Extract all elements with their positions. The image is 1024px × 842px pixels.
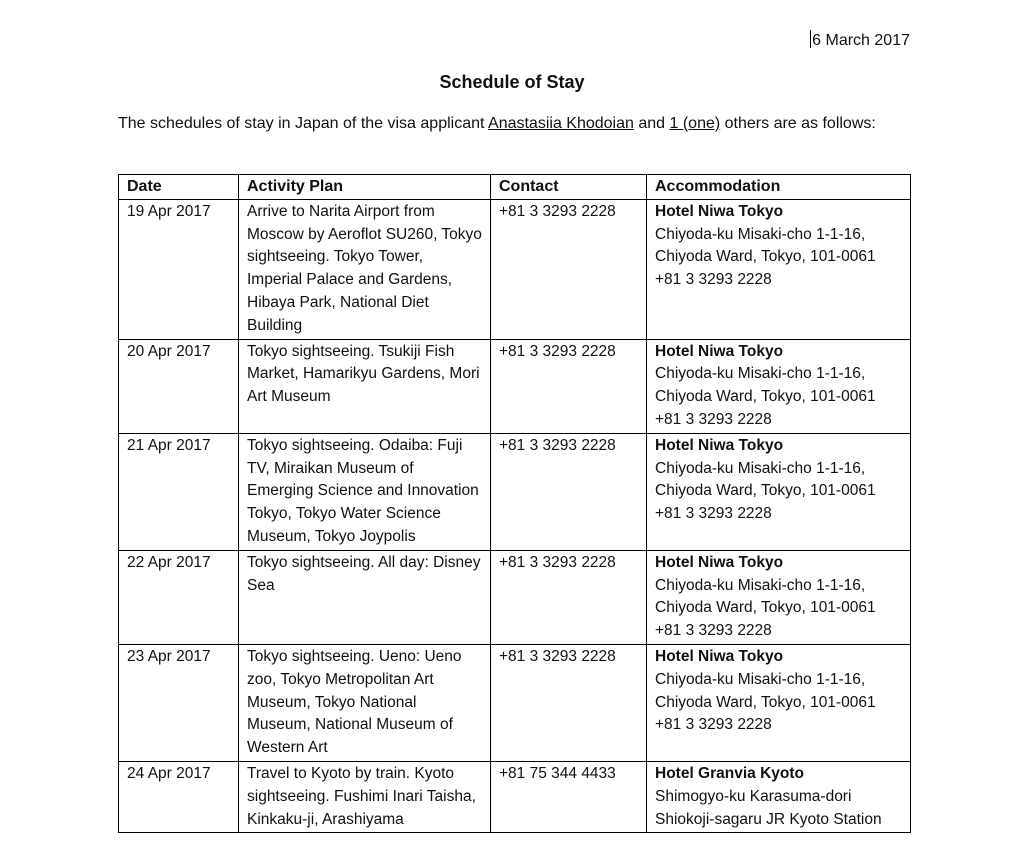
activity-cell: Tokyo sightseeing. Ueno: Ueno zoo, Tokyo Metropolitan Art Museum, Tokyo National Museum, National Museum of Western Art — [239, 644, 491, 761]
document-date-text: 6 March 2017 — [812, 32, 910, 49]
hotel-name: Hotel Niwa Tokyo — [655, 553, 784, 571]
accommodation-cell — [647, 761, 911, 832]
intro-text-middle: and — [633, 115, 670, 132]
hotel-name: Hotel Niwa Tokyo — [655, 436, 784, 454]
accommodation-cell — [647, 550, 911, 644]
contact-cell: +81 3 3293 2228 — [491, 199, 647, 339]
activity-cell: Travel to Kyoto by train. Kyoto sightseeing. Fushimi Inari Taisha, Kinkaku-ji, Arashiyama — [239, 761, 491, 832]
table-row — [119, 761, 911, 832]
applicant-name: Anastasiia Khodoian — [488, 115, 634, 132]
accommodation-cell — [647, 644, 911, 761]
hotel-phone: +81 3 3293 2228 — [655, 505, 772, 523]
hotel-address-line-1: Chiyoda-ku Misaki-cho 1-1-16, — [655, 225, 866, 243]
hotel-address-line-1: Chiyoda-ku Misaki-cho 1-1-16, — [655, 365, 866, 383]
column-header-activity: Activity Plan — [239, 175, 491, 200]
hotel-address-line-1: Chiyoda-ku Misaki-cho 1-1-16, — [655, 459, 866, 477]
contact-cell: +81 3 3293 2228 — [491, 550, 647, 644]
date-cell: 22 Apr 2017 — [119, 550, 239, 644]
hotel-name: Hotel Niwa Tokyo — [655, 647, 784, 665]
hotel-address-line-2: Chiyoda Ward, Tokyo, 101-0061 — [655, 482, 876, 500]
hotel-name: Hotel Niwa Tokyo — [655, 202, 784, 220]
hotel-phone: +81 3 3293 2228 — [655, 271, 772, 289]
hotel-phone: +81 3 3293 2228 — [655, 622, 772, 640]
hotel-address-line-2: Chiyoda Ward, Tokyo, 101-0061 — [655, 693, 876, 711]
date-cell: 19 Apr 2017 — [119, 199, 239, 339]
date-cell: 24 Apr 2017 — [119, 761, 239, 832]
table-header-row — [119, 175, 911, 200]
hotel-phone: +81 3 3293 2228 — [655, 410, 772, 428]
schedule-table — [118, 174, 911, 833]
hotel-address-line-2: Chiyoda Ward, Tokyo, 101-0061 — [655, 248, 876, 266]
column-header-contact: Contact — [491, 175, 647, 200]
activity-cell: Tokyo sightseeing. All day: Disney Sea — [239, 550, 491, 644]
table-row — [119, 433, 911, 550]
contact-cell: +81 3 3293 2228 — [491, 644, 647, 761]
hotel-address-line-1: Shimogyo-ku Karasuma-dori — [655, 787, 852, 805]
activity-cell: Tokyo sightseeing. Tsukiji Fish Market, Hamarikyu Gardens, Mori Art Museum — [239, 339, 491, 433]
contact-cell: +81 75 344 4433 — [491, 761, 647, 832]
page-title: Schedule of Stay — [439, 72, 585, 92]
intro-text-before: The schedules of stay in Japan of the visa applicant — [118, 115, 489, 132]
intro-paragraph — [118, 112, 898, 135]
contact-cell: +81 3 3293 2228 — [491, 339, 647, 433]
hotel-name: Hotel Niwa Tokyo — [655, 342, 784, 360]
table-row — [119, 644, 911, 761]
accommodation-cell — [647, 433, 911, 550]
hotel-phone: +81 3 3293 2228 — [655, 716, 772, 734]
accommodation-cell — [647, 199, 911, 339]
hotel-address-line-2: Shiokoji-sagaru JR Kyoto Station — [655, 810, 882, 828]
hotel-address-line-2: Chiyoda Ward, Tokyo, 101-0061 — [655, 388, 876, 406]
date-cell: 21 Apr 2017 — [119, 433, 239, 550]
table-row — [119, 199, 911, 339]
activity-cell: Tokyo sightseeing. Odaiba: Fuji TV, Miraikan Museum of Emerging Science and Innovation Tokyo, Tokyo Water Science Museum, Tokyo Joypolis — [239, 433, 491, 550]
contact-cell: +81 3 3293 2228 — [491, 433, 647, 550]
accommodation-cell — [647, 339, 911, 433]
column-header-date: Date — [119, 175, 239, 200]
others-count: 1 (one) — [669, 115, 721, 132]
hotel-address-line-1: Chiyoda-ku Misaki-cho 1-1-16, — [655, 576, 866, 594]
hotel-address-line-2: Chiyoda Ward, Tokyo, 101-0061 — [655, 599, 876, 617]
date-cell: 23 Apr 2017 — [119, 644, 239, 761]
table-row — [119, 339, 911, 433]
intro-text-after: others are as follows: — [720, 115, 876, 132]
hotel-name: Hotel Granvia Kyoto — [655, 764, 804, 782]
document-date — [810, 30, 910, 51]
activity-cell: Arrive to Narita Airport from Moscow by Aeroflot SU260, Tokyo sightseeing. Tokyo Tower, Imperial Palace and Gardens, Hibaya Park, National Diet Building — [239, 199, 491, 339]
date-cell: 20 Apr 2017 — [119, 339, 239, 433]
table-row — [119, 550, 911, 644]
column-header-accommodation: Accommodation — [647, 175, 911, 200]
text-cursor — [810, 30, 811, 48]
hotel-address-line-1: Chiyoda-ku Misaki-cho 1-1-16, — [655, 670, 866, 688]
